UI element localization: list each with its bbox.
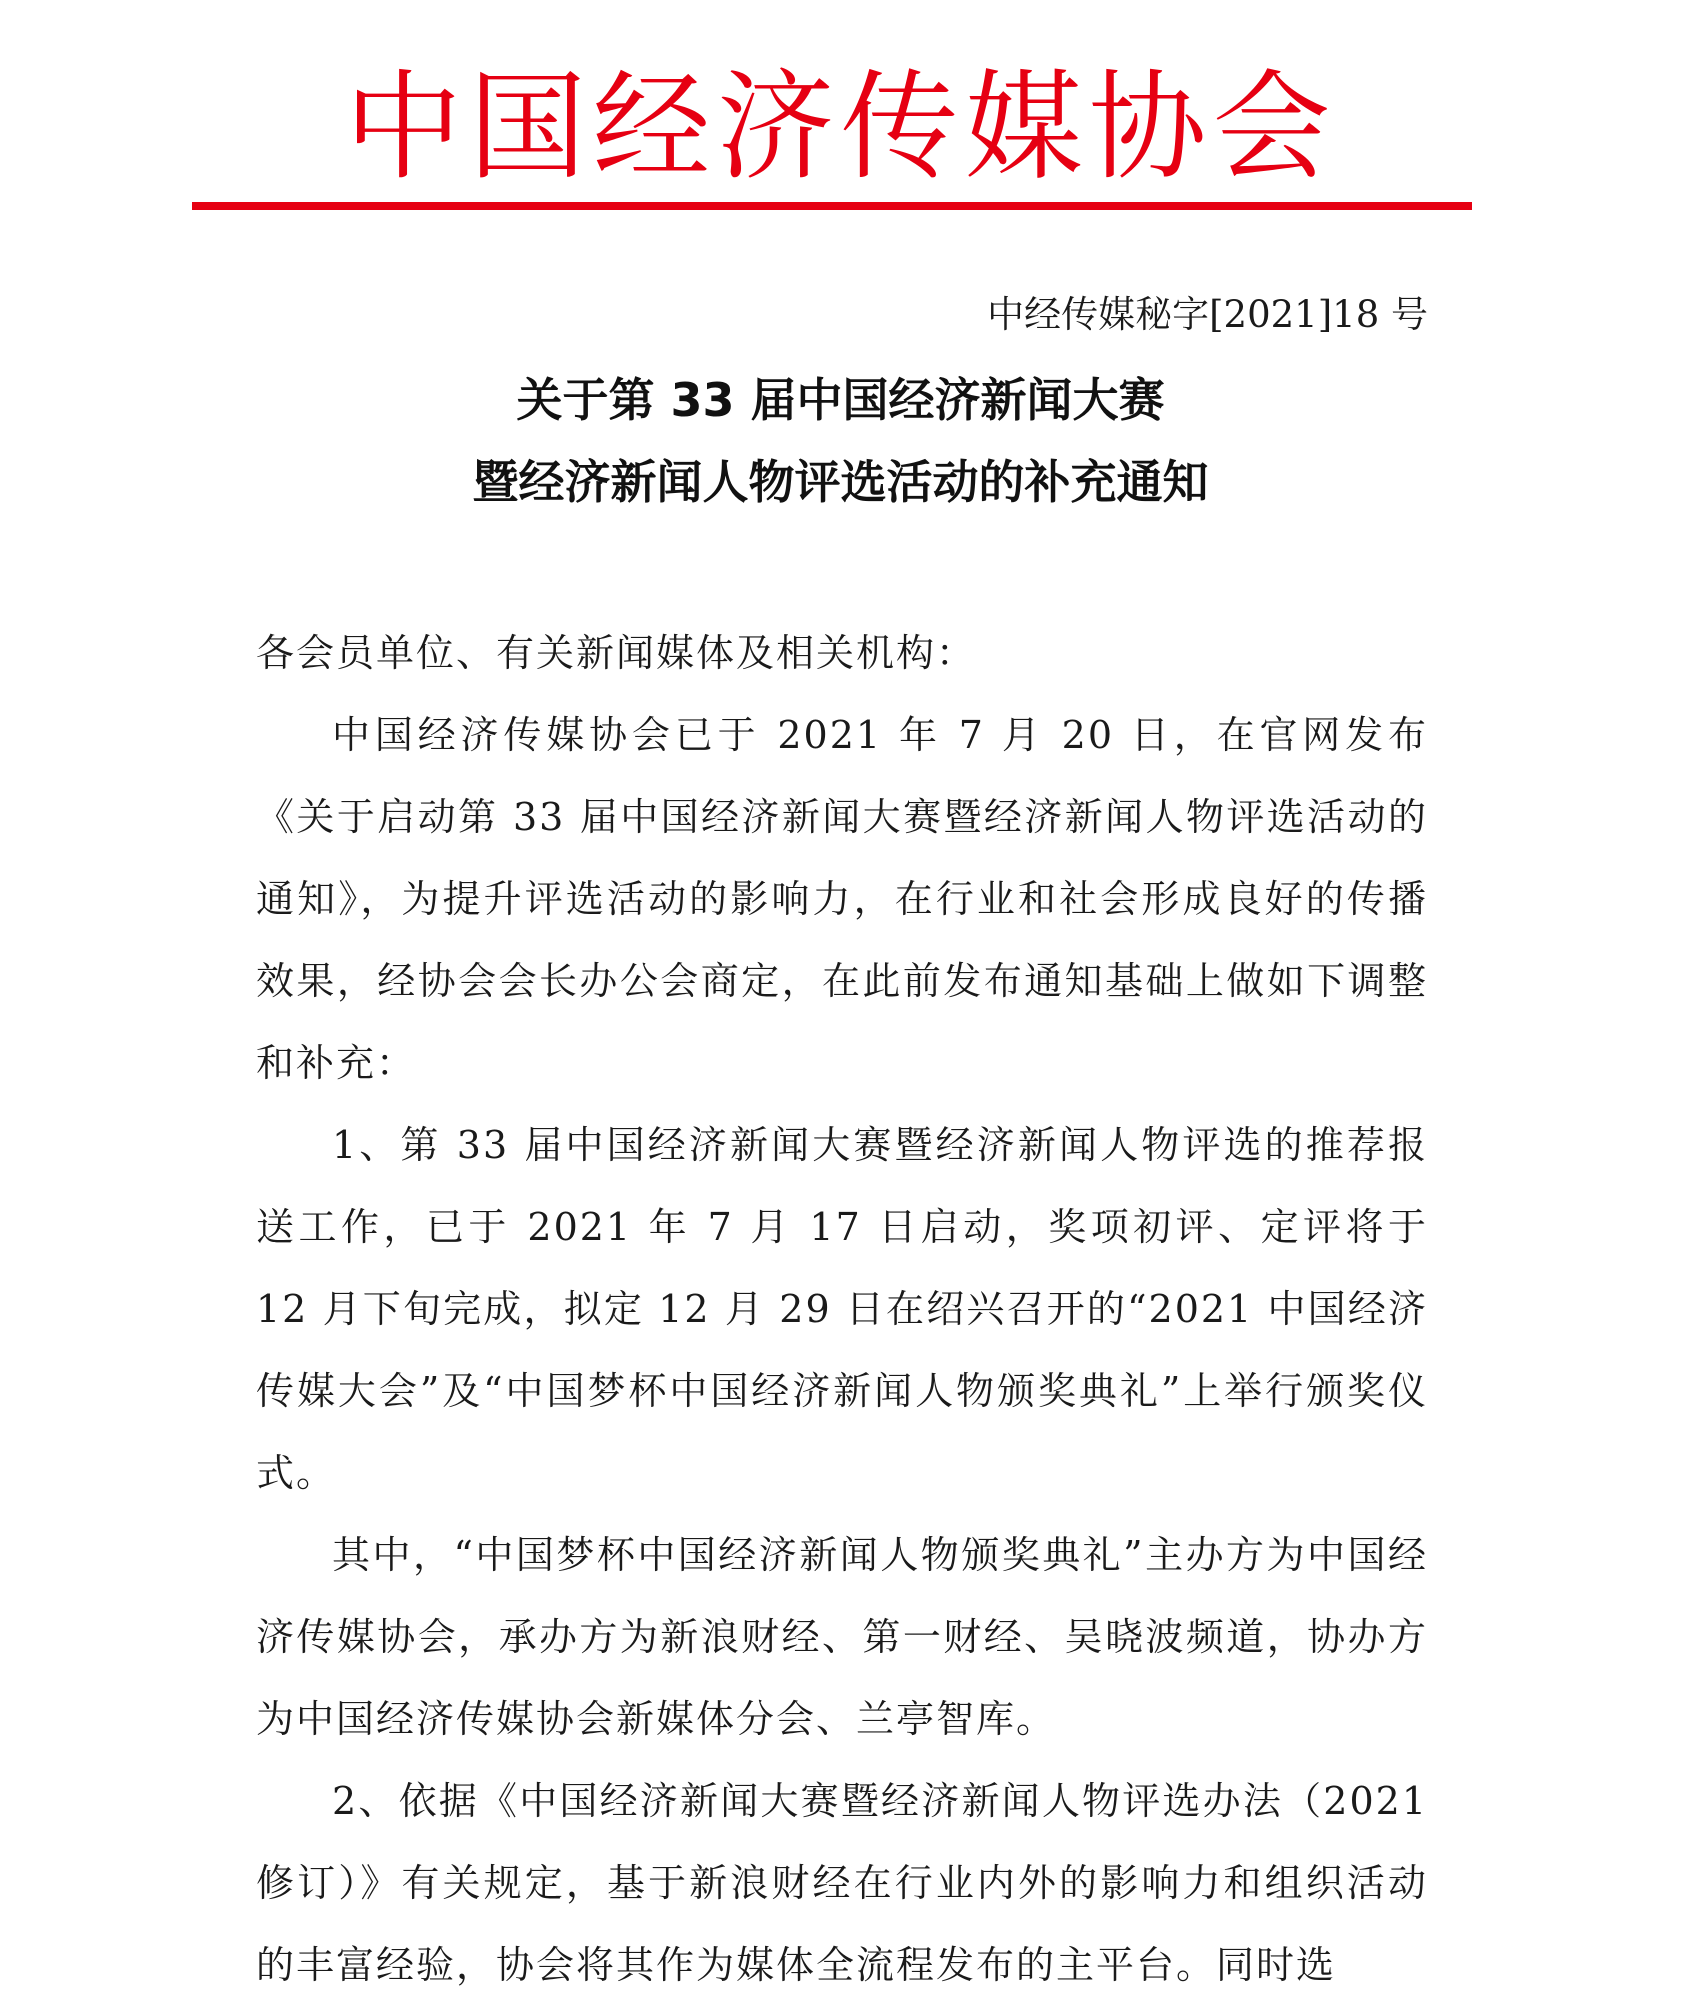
salutation: 各会员单位、有关新闻媒体及相关机构：: [256, 631, 977, 675]
organization-header: 中国经济传媒协会: [344, 58, 1337, 196]
body-paragraph: 1、第 33 届中国经济新闻大赛暨经济新闻人物评选的推荐报送工作，已于 2021 年 7 月 17 日启动，奖项初评、定评将于 12 月下旬完成，拟定 12 月 29 日在绍兴召开的“2021 中国经济传媒大会”及“中国梦杯中国经济新闻人物颁奖典礼”上举行颁奖仪式。: [256, 1123, 1428, 1495]
document-body: [256, 612, 1428, 2006]
body-paragraph: 其中，“中国梦杯中国经济新闻人物颁奖典礼”主办方为中国经济传媒协会，承办方为新浪财经、第一财经、吴晓波频道，协办方为中国经济传媒协会新媒体分会、兰亭智库。: [256, 1533, 1428, 1741]
body-paragraph: 2、依据《中国经济新闻大赛暨经济新闻人物评选办法（2021 修订）》有关规定，基于新浪财经在行业内外的影响力和组织活动的丰富经验，协会将其作为媒体全流程发布的主平台。同时选: [256, 1779, 1428, 1987]
document-number: 中经传媒秘字[2021]18 号: [987, 293, 1428, 336]
document-title-line-1: 关于第 33 届中国经济新闻大赛: [516, 373, 1165, 427]
document-title-line-2: 暨经济新闻人物评选活动的补充通知: [472, 455, 1209, 509]
red-header-rule: [192, 202, 1472, 210]
body-paragraph: 中国经济传媒协会已于 2021 年 7 月 20 日，在官网发布《关于启动第 33 届中国经济新闻大赛暨经济新闻人物评选活动的通知》，为提升评选活动的影响力，在行业和社会形成良好的传播效果，经协会会长办公会商定，在此前发布通知基础上做如下调整和补充：: [256, 713, 1428, 1085]
